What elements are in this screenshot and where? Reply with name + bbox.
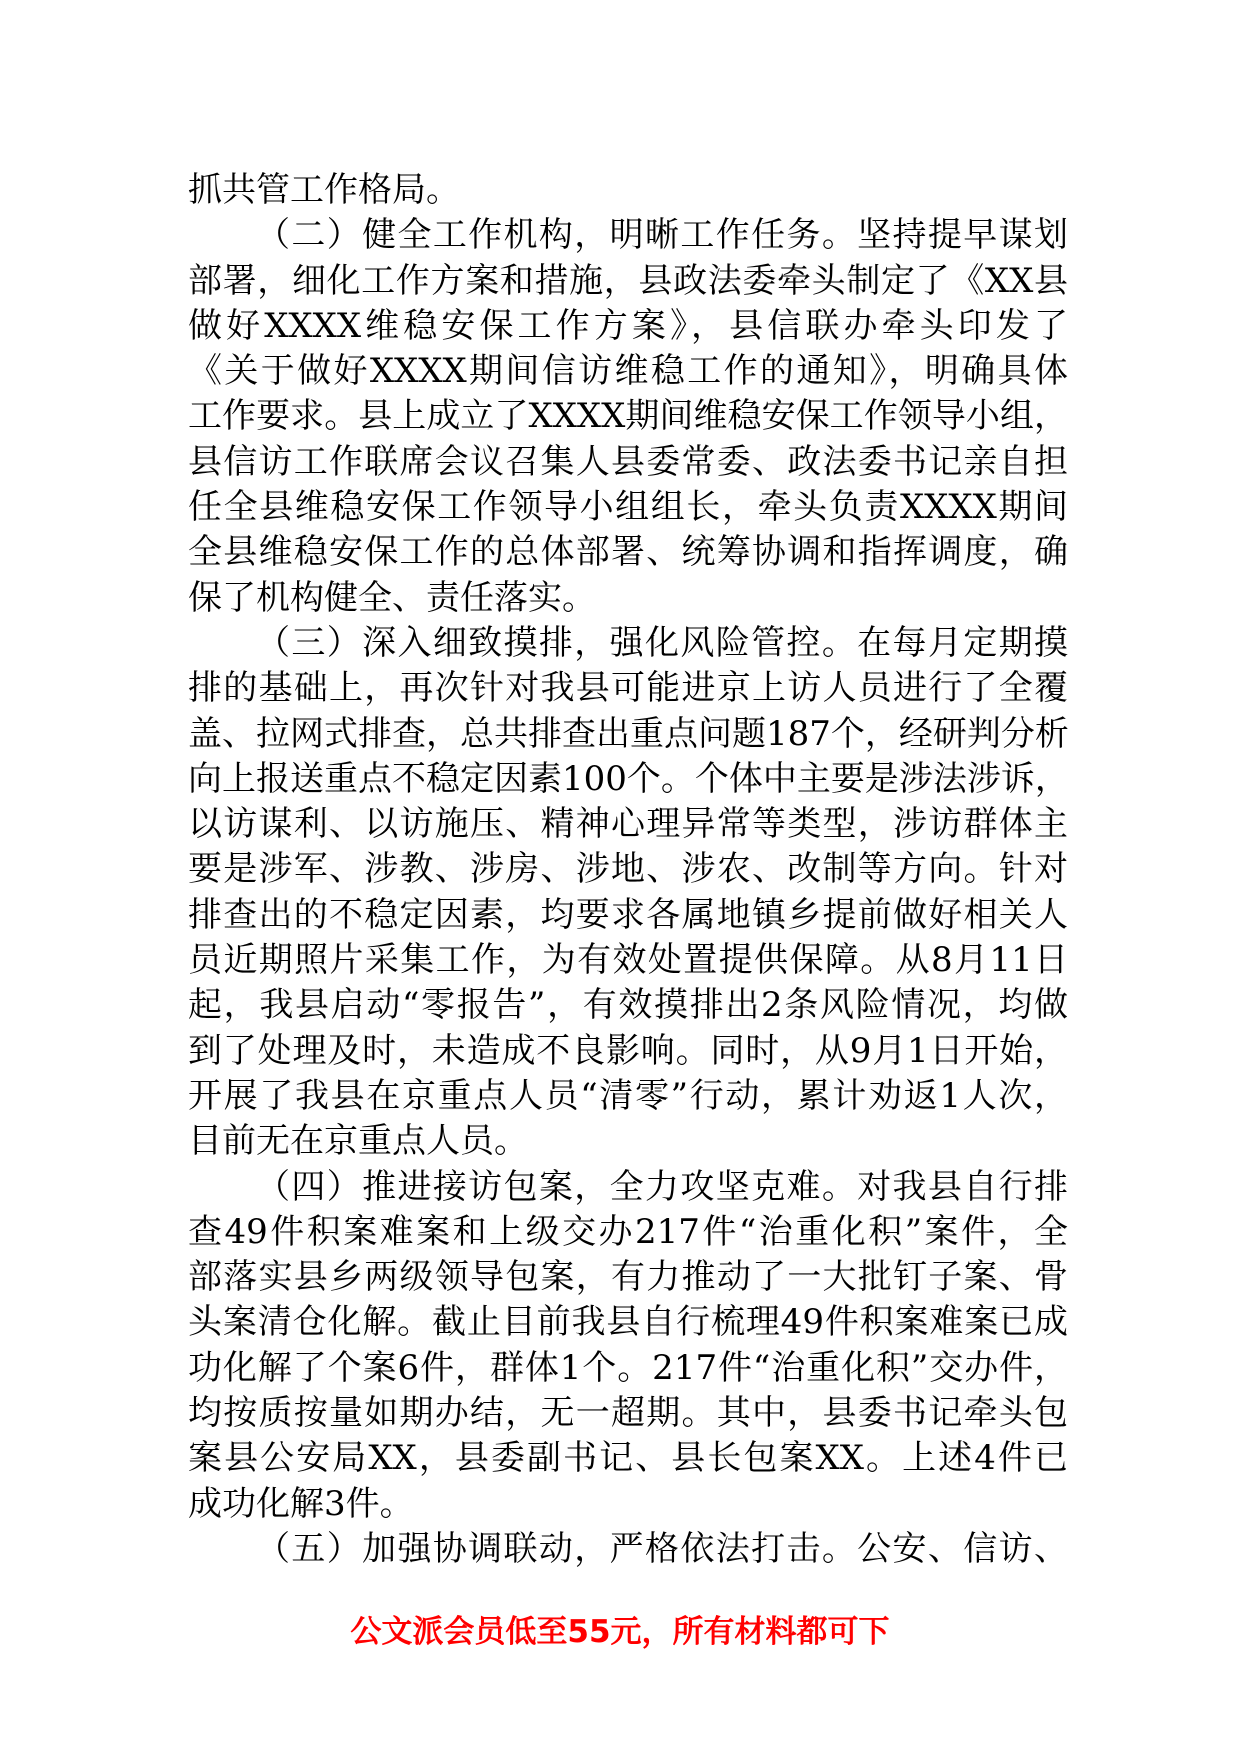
text-line: 排的基础上，再次针对我县可能进京上访人员进行了全覆: [188, 668, 1068, 709]
document-body: [188, 168, 1068, 1572]
text-line: 任全县维稳安保工作领导小组组长，牵头负责XXXX期间: [188, 487, 1068, 528]
text-line: 头案清仓化解。截止目前我县自行梳理49件积案难案已成: [188, 1302, 1068, 1343]
text-line: 全县维稳安保工作的总体部署、统筹协调和指挥调度，确: [188, 532, 1068, 573]
text-line: 案县公安局XX，县委副书记、县长包案XX。上述4件已: [188, 1438, 1068, 1479]
text-line: 部落实县乡两级领导包案，有力推动了一大批钉子案、骨: [188, 1257, 1068, 1298]
text-line: 排查出的不稳定因素，均要求各属地镇乡提前做好相关人: [188, 894, 1068, 935]
text-line: 要是涉军、涉教、涉房、涉地、涉农、改制等方向。针对: [188, 849, 1068, 890]
text-line: （四）推进接访包案，全力攻坚克难。对我县自行排: [256, 1166, 1068, 1207]
text-line: 查49件积案难案和上级交办217件“治重化积”案件，全: [188, 1211, 1068, 1252]
text-line: 盖、拉网式排查，总共排查出重点问题187个，经研判分析: [188, 713, 1069, 754]
promo-footer: 公文派会员低至55元，所有材料都可下: [350, 1614, 890, 1650]
text-line: 起，我县启动“零报告”，有效摸排出2条风险情况，均做: [188, 985, 1068, 1026]
text-line: 向上报送重点不稳定因素100个。个体中主要是涉法涉诉，: [188, 758, 1069, 799]
text-line: 开展了我县在京重点人员“清零”行动，累计劝返1人次，: [188, 1075, 1068, 1116]
text-line: 目前无在京重点人员。: [188, 1121, 528, 1162]
text-line: 抓共管工作格局。: [188, 170, 460, 210]
text-line: 工作要求。县上成立了XXXX期间维稳安保工作领导小组，: [188, 396, 1068, 437]
text-line: 员近期照片采集工作，为有效处置提供保障。从8月11日: [188, 940, 1068, 981]
text-line: 成功化解3件。: [188, 1483, 414, 1524]
text-line: （二）健全工作机构，明晰工作任务。坚持提早谋划: [256, 215, 1068, 256]
text-line: 以访谋利、以访施压、精神心理异常等类型，涉访群体主: [188, 804, 1068, 845]
text-line: 做好XXXX维稳安保工作方案》，县信联办牵头印发了: [188, 305, 1068, 346]
text-line: 均按质按量如期办结，无一超期。其中，县委书记牵头包: [188, 1393, 1068, 1434]
text-line: 到了处理及时，未造成不良影响。同时，从9月1日开始，: [188, 1030, 1068, 1071]
text-line: 部署，细化工作方案和措施，县政法委牵头制定了《XX县: [188, 260, 1068, 301]
text-line: 县信访工作联席会议召集人县委常委、政法委书记亲自担: [188, 441, 1068, 482]
text-line: （五）加强协调联动，严格依法打击。公安、信访、: [256, 1528, 1068, 1569]
text-line: 功化解了个案6件，群体1个。217件“治重化积”交办件，: [188, 1347, 1068, 1388]
text-line: 保了机构健全、责任落实。: [188, 577, 596, 618]
text-line: 《关于做好XXXX期间信访维稳工作的通知》，明确具体: [188, 351, 1068, 392]
text-line: （三）深入细致摸排，强化风险管控。在每月定期摸: [256, 622, 1068, 663]
